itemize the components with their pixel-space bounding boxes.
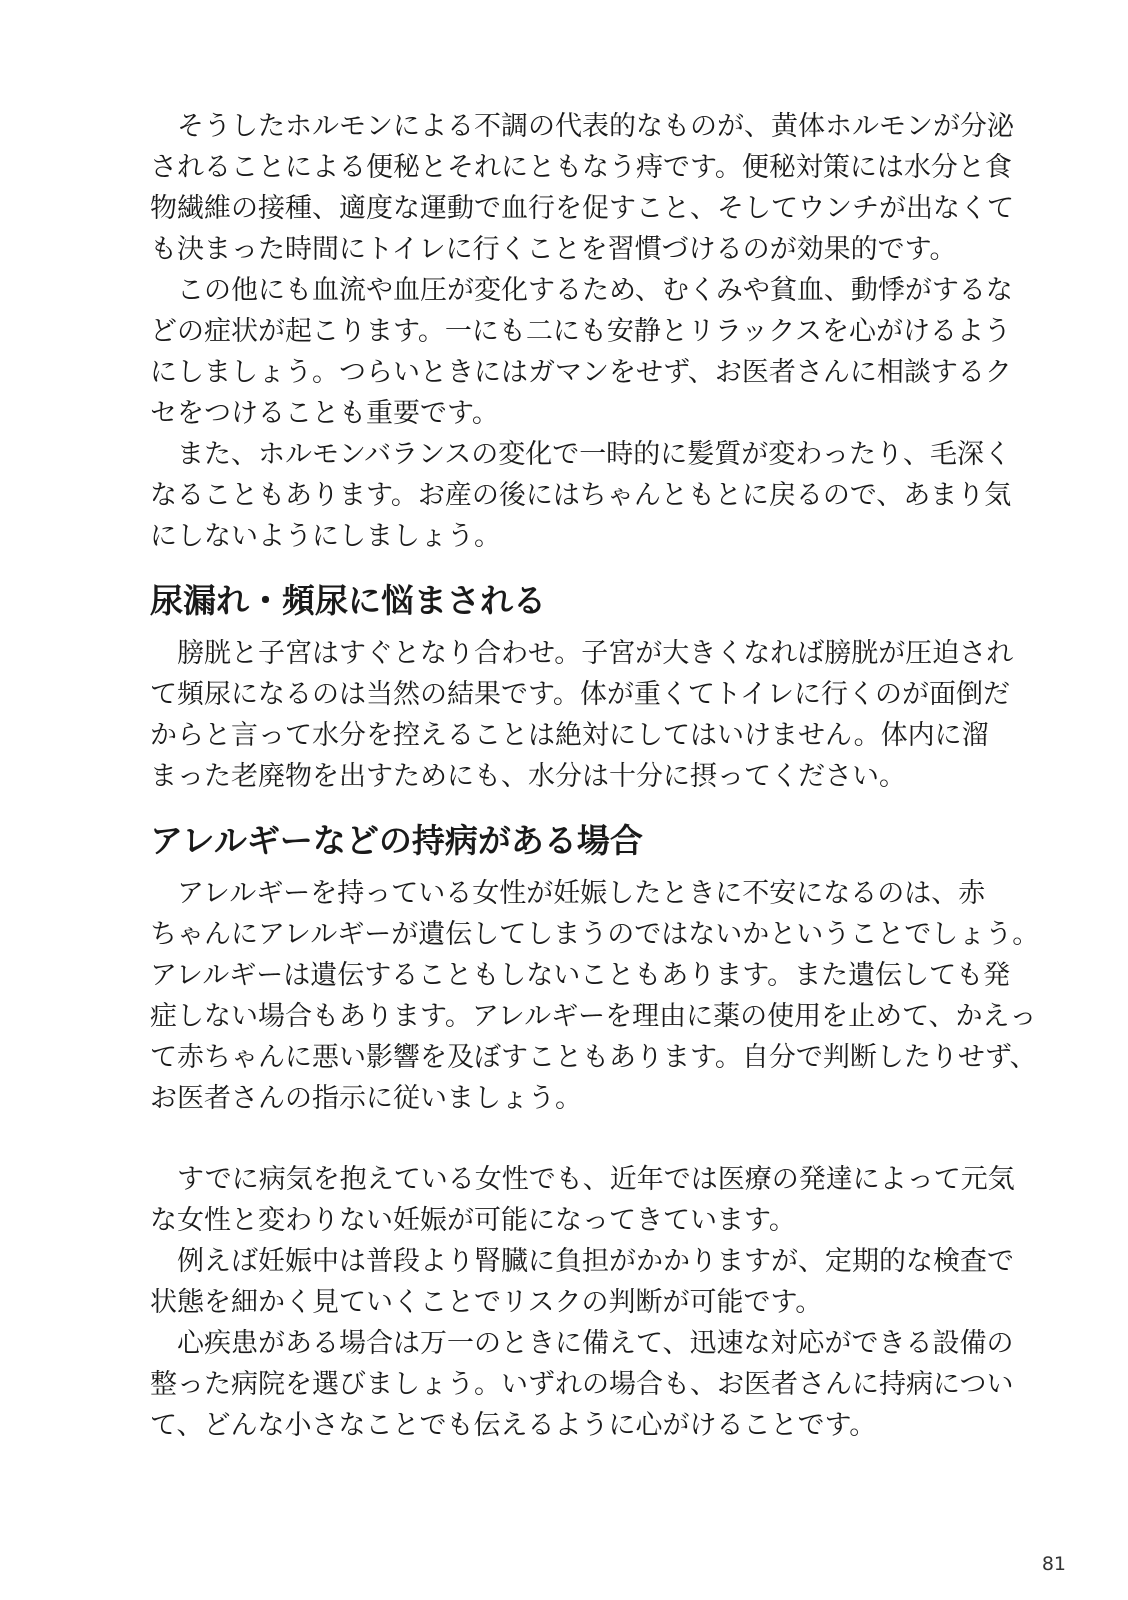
text-line: 例えば妊娠中は普段より腎臓に負担がかかりますが、定期的な検査で xyxy=(177,1246,1014,1277)
allergy-paragraph xyxy=(150,873,1040,1119)
text-line: て頻尿になるのは当然の結果です。体が重くてトイレに行くのが面倒だ xyxy=(150,679,1010,710)
text-line: まった老廃物を出すためにも、水分は十分に摂ってください。 xyxy=(150,761,906,792)
intro-paragraphs xyxy=(150,106,1020,557)
text-line: なることもあります。お産の後にはちゃんともとに戻るので、あまり気 xyxy=(150,480,1012,511)
text-line: アレルギーを持っている女性が妊娠したときに不安になるのは、赤 xyxy=(177,878,986,909)
text-line: そうしたホルモンによる不調の代表的なものが、黄体ホルモンが分泌 xyxy=(177,111,1014,142)
text-line: お医者さんの指示に従いましょう。 xyxy=(150,1083,582,1114)
text-line: 整った病院を選びましょう。いずれの場合も、お医者さんに持病につい xyxy=(150,1369,1014,1400)
paragraph-gap xyxy=(150,1119,1020,1159)
text-line: にしましょう。つらいときにはガマンをせず、お医者さんに相談するク xyxy=(150,357,1012,388)
text-line: 状態を細かく見ていくことでリスクの判断が可能です。 xyxy=(150,1287,823,1318)
chronic-illness-paragraphs xyxy=(150,1159,1020,1446)
text-line: からと言って水分を控えることは絶対にしてはいけません。体内に溜 xyxy=(150,720,989,751)
text-line: アレルギーは遺伝することもしないこともあります。また遺伝しても発 xyxy=(150,960,1011,991)
text-line: も決まった時間にトイレに行くことを習慣づけるのが効果的です。 xyxy=(150,234,957,265)
text-line: 症しない場合もあります。アレルギーを理由に薬の使用を止めて、かえっ xyxy=(150,1001,1037,1032)
page-number: 81 xyxy=(1041,1553,1066,1575)
page-content xyxy=(150,106,1040,1446)
text-line: て、どんな小さなことでも伝えるように心がけることです。 xyxy=(150,1410,877,1441)
text-line: されることによる便秘とそれにともなう痔です。便秘対策には水分と食 xyxy=(150,152,1012,183)
text-line: また、ホルモンバランスの変化で一時的に髪質が変わったり、毛深く xyxy=(177,439,1012,470)
incontinence-paragraph xyxy=(150,633,1020,797)
section-heading-allergy: アレルギーなどの持病がある場合 xyxy=(150,821,643,860)
text-line: 膀胱と子宮はすぐとなり合わせ。子宮が大きくなれば膀胱が圧迫され xyxy=(177,638,1014,669)
text-line: どの症状が起こります。一にも二にも安静とリラックスを心がけるよう xyxy=(150,316,1012,347)
text-line: て赤ちゃんに悪い影響を及ぼすこともあります。自分で判断したりせず、 xyxy=(150,1042,1037,1073)
text-line: ちゃんにアレルギーが遺伝してしまうのではないかということでしょう。 xyxy=(150,919,1040,950)
text-line: な女性と変わりない妊娠が可能になってきています。 xyxy=(150,1205,796,1236)
text-line: セをつけることも重要です。 xyxy=(150,398,499,429)
text-line: にしないようにしましょう。 xyxy=(150,521,501,552)
text-line: この他にも血流や血圧が変化するため、むくみや貧血、動悸がするな xyxy=(177,275,1013,306)
text-line: 物繊維の接種、適度な運動で血行を促すこと、そしてウンチが出なくて xyxy=(150,193,1014,224)
text-line: 心疾患がある場合は万一のときに備えて、迅速な対応ができる設備の xyxy=(177,1328,1014,1359)
text-line: すでに病気を抱えている女性でも、近年では医療の発達によって元気 xyxy=(177,1164,1015,1195)
section-heading-incontinence: 尿漏れ・頻尿に悩まされる xyxy=(150,581,546,620)
